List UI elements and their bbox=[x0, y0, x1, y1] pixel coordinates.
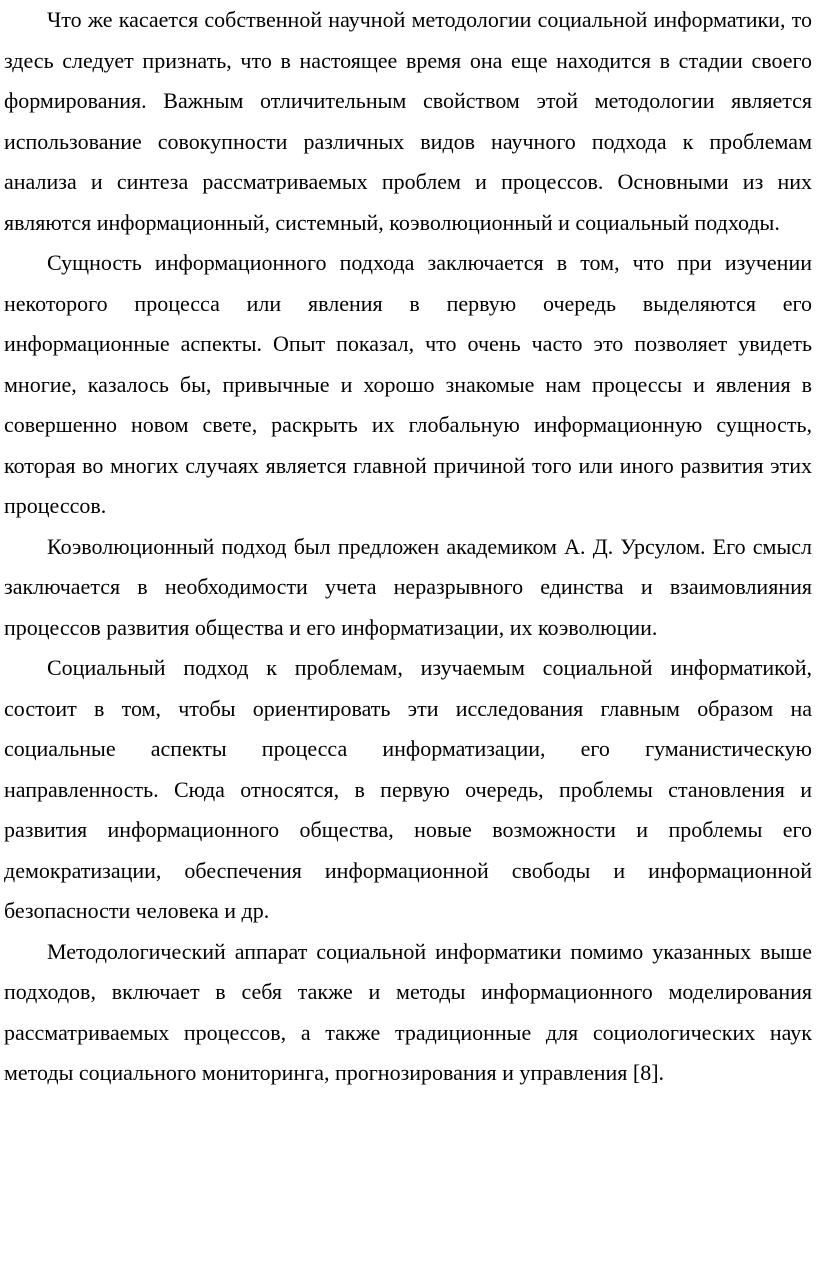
paragraph-methodology: Что же касается собственной научной методологии социальной информатики, то здесь следует признать, что в настоящее время она еще находится в стадии своего формирования. Важным отличительным свойством этой методологии является использование совокупности различных видов научного подхода к проблемам анализа и синтеза рассматриваемых проблем и процессов. Основными из них являются информационный, системный, коэволюционный и социальный подходы. bbox=[4, 7, 812, 235]
paragraph-coevolution-approach: Коэволюционный подход был предложен академиком А. Д. Урсулом. Его смысл заключается в необходимости учета неразрывного единства и взаимовлияния процессов развития общества и его информатизации, их коэволюции. bbox=[4, 533, 812, 640]
paragraph-information-approach: Сущность информационного подхода заключается в том, что при изучении некоторого процесса или явления в первую очередь выделяются его информационные аспекты. Опыт показал, что очень часто это позволяет увидеть многие, казалось бы, привычные и хорошо знакомые нам процессы и явления в совершенно новом свете, раскрыть их глобальную информационную сущность, которая во многих случаях является главной причиной того или иного развития этих процессов. bbox=[4, 250, 812, 518]
paragraph-social-approach: Социальный подход к проблемам, изучаемым социальной информатикой, состоит в том, чтобы ориентировать эти исследования главным образом на социальные аспекты процесса информатизации, его гуманистическую направленность. Сюда относятся, в первую очередь, проблемы становления и развития информационного общества, новые возможности и проблемы его демократизации, обеспечения информационной свободы и информационной безопасности человека и др. bbox=[4, 655, 812, 923]
paragraph-methodological-apparatus: Методологический аппарат социальной информатики помимо указанных выше подходов, включает в себя также и методы информационного моделирования рассматриваемых процессов, а также традиционные для социологических наук методы социального мониторинга, прогнозирования и управления [8]. bbox=[4, 938, 812, 1085]
